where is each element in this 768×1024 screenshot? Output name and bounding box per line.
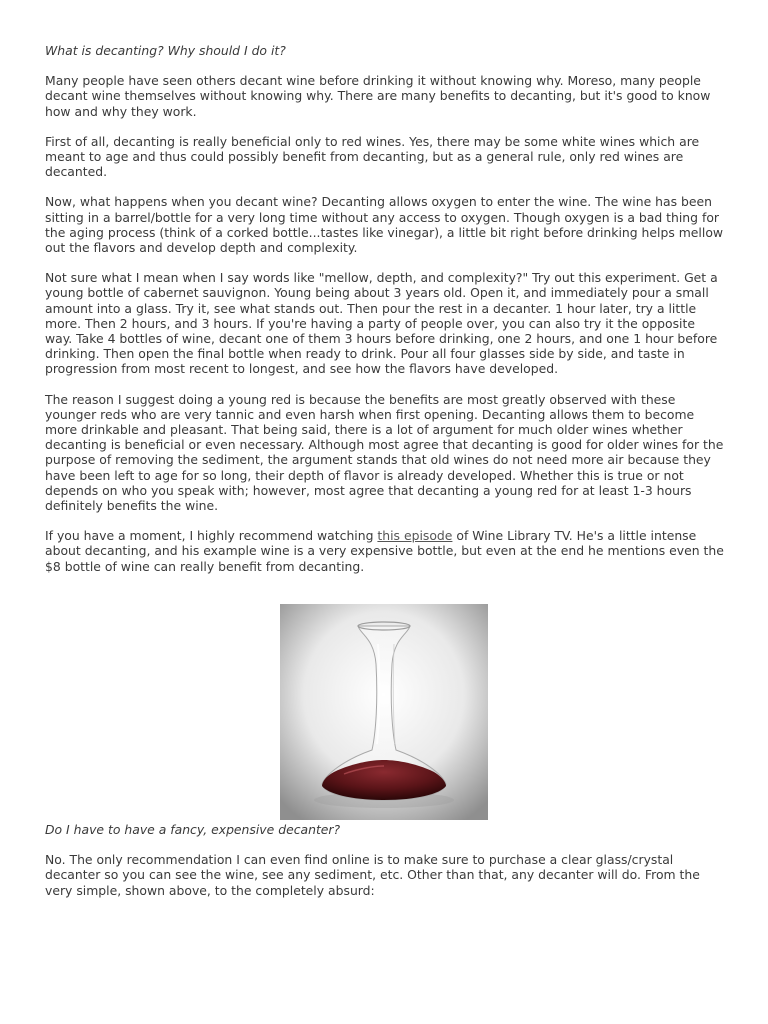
paragraph-wine-library-before: If you have a moment, I highly recommend watching [45, 528, 378, 544]
paragraph-wine-library-after: of Wine Library TV. He's a little intense about decanting, and his example wine is a very expensive bottle, but even at the end he mentions even the $8 bottle of wine can really benefit from decanting. [45, 528, 724, 574]
paragraph-experiment: Not sure what I mean when I say words like "mellow, depth, and complexity?" Try out this experiment. Get a young bottle of cabernet sauvignon. Young being about 3 years old. Open it, and immediately pour a small amount into a glass. Try it, see what stands out. Then pour the rest in a decanter. 1 hour later, try a little more. Then 2 hours, and 3 hours. If you're having a party of people over, you can also try it the opposite way. Take 4 bottles of wine, decant one of them 3 hours before drinking, one 2 hours, and one 1 hour before drinking. Then open the final bottle when ready to drink. Pour all four glasses side by side, and taste in progression from most recent to longest, and see how the flavors have developed. [45, 270, 718, 377]
article-body [45, 43, 725, 589]
paragraph-wine-library [45, 528, 725, 574]
section-heading-fancy-decanter: Do I have to have a fancy, expensive decanter? [45, 822, 341, 837]
paragraph-young-red: The reason I suggest doing a young red is because the benefits are most greatly observed with these younger reds who are very tannic and even harsh when first opening. Decanting allows them to become more drinkable and pleasant. That being said, there is a lot of argument for much older wines whether decanting is beneficial or even necessary. Although most agree that decanting is good for older wines for the purpose of removing the sediment, the argument stands that old wines do not need more air because they have been left to age for so long, their depth of flavor is already developed. Whether this is true or not depends on who you speak with; however, most agree that decanting a young red for at least 1-3 hours definitely benefits the wine. [45, 391, 724, 514]
paragraph-oxygen: Now, what happens when you decant wine? Decanting allows oxygen to enter the wine. The wine has been sitting in a barrel/bottle for a very long time without any access to oxygen. Though oxygen is a bad thing for the aging process (think of a corked bottle...tastes like vinegar), a little bit right before drinking helps mellow out the flavors and develop depth and complexity. [45, 194, 724, 256]
article-body-continued [45, 822, 725, 913]
section-heading-what-is-decanting: What is decanting? Why should I do it? [45, 43, 286, 58]
decanter-photo [280, 604, 488, 820]
paragraph-red-wines: First of all, decanting is really beneficial only to red wines. Yes, there may be some white wines which are meant to age and thus could possibly benefit from decanting, but as a general rule, only red wines are decanted. [45, 133, 700, 180]
paragraph-intro: Many people have seen others decant wine before drinking it without knowing why. Moreso, many people decant wine themselves without knowing why. There are many benefits to decanting, but it's good to know how and why they work. [45, 73, 711, 119]
paragraph-recommendation: No. The only recommendation I can even find online is to make sure to purchase a clear glass/crystal decanter so you can see the wine, see any sediment, etc. Other than that, any decanter will do. From the very simple, shown above, to the completely absurd: [45, 852, 700, 898]
this-episode-link[interactable]: this episode [377, 528, 453, 544]
